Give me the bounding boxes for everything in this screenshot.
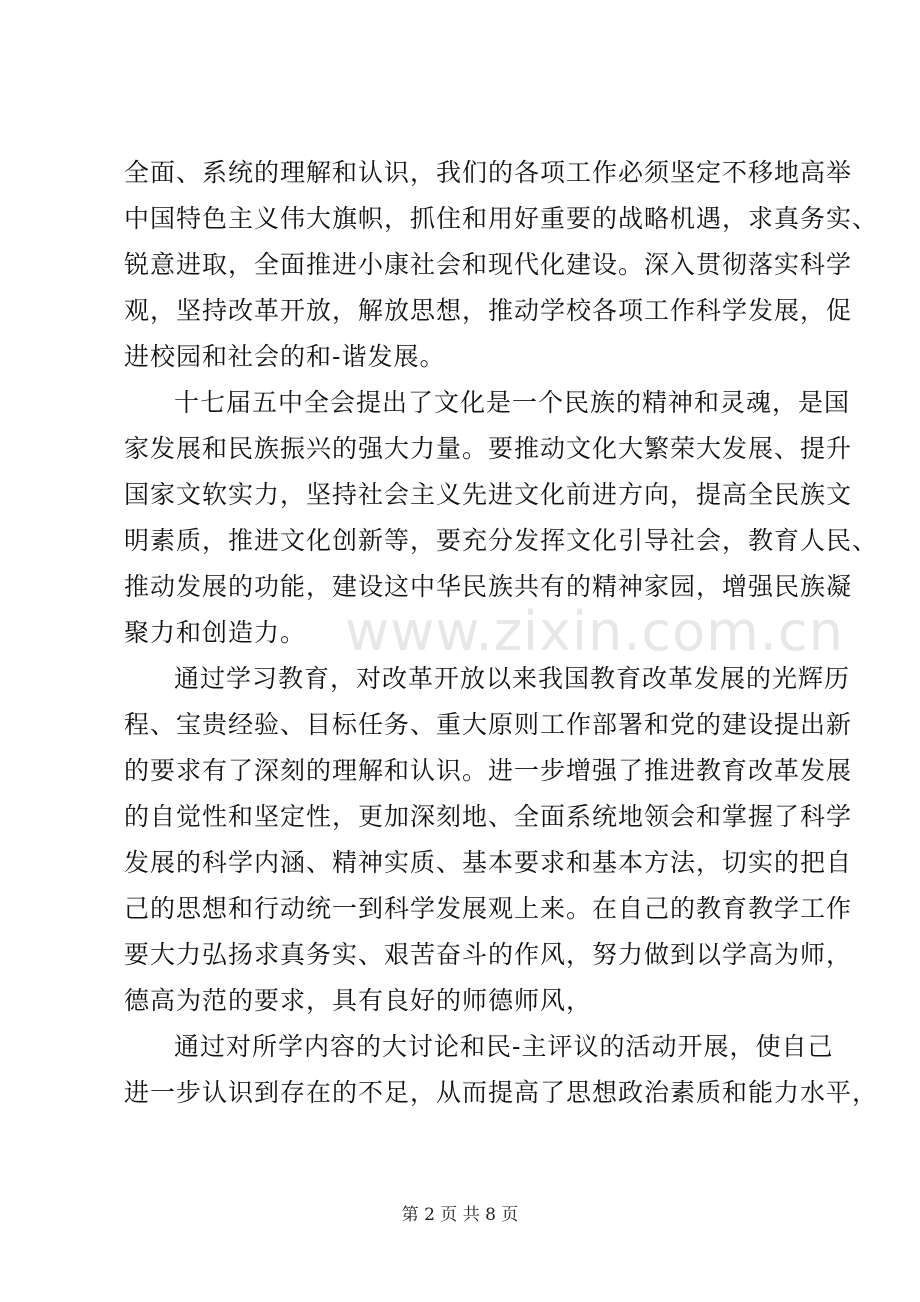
paragraph-line: 的自觉性和坚定性，更加深刻地、全面系统地领会和掌握了科学 <box>124 802 853 831</box>
paragraph-line: 通过学习教育，对改革开放以来我国教育改革发展的光辉历 <box>174 664 851 693</box>
paragraph-line: 己的思想和行动统一到科学发展观上来。在自己的教育教学工作 <box>124 894 853 923</box>
watermark: www.zixin.com.cn <box>345 600 844 663</box>
paragraph-line: 程、宝贵经验、目标任务、重大原则工作部署和党的建设提出新 <box>124 710 853 739</box>
paragraph-line: 推动发展的功能，建设这中华民族共有的精神家园，增强民族凝 <box>124 572 853 601</box>
paragraph-line: 锐意进取，全面推进小康社会和现代化建设。深入贯彻落实科学 <box>124 250 853 279</box>
paragraph-line: 国家文软实力，坚持社会主义先进文化前进方向，提高全民族文 <box>124 480 853 509</box>
paragraph-line: 中国特色主义伟大旗帜，抓住和用好重要的战略机遇，求真务实、 <box>124 204 879 233</box>
document-body <box>124 150 879 1116</box>
paragraph-line: 进校园和社会的和-谐发展。 <box>124 342 446 371</box>
paragraph-3 <box>124 656 853 1024</box>
paragraph-line: 十七届五中全会提出了文化是一个民族的精神和灵魂，是国 <box>174 388 851 417</box>
paragraph-line: 的要求有了深刻的理解和认识。进一步增强了推进教育改革发展 <box>124 756 853 785</box>
page-footer: 第 2 页 共 8 页 <box>401 1205 519 1225</box>
paragraph-line: 家发展和民族振兴的强大力量。要推动文化大繁荣大发展、提升 <box>124 434 853 463</box>
paragraph-line: 聚力和创造力。 <box>124 618 307 647</box>
paragraph-line: 进一步认识到存在的不足，从而提高了思想政治素质和能力水平， <box>124 1078 879 1107</box>
paragraph-4 <box>124 1024 879 1116</box>
paragraph-line: 德高为范的要求，具有良好的师德师风， <box>124 986 593 1015</box>
paragraph-line: 观，坚持改革开放，解放思想，推动学校各项工作科学发展，促 <box>124 296 853 325</box>
paragraph-line: 通过对所学内容的大讨论和民-主评议的活动开展，使自己 <box>174 1032 834 1061</box>
paragraph-line: 明素质，推进文化创新等，要充分发挥文化引导社会，教育人民、 <box>124 526 879 555</box>
paragraph-line: 全面、系统的理解和认识，我们的各项工作必须坚定不移地高举 <box>124 158 853 187</box>
paragraph-1 <box>124 150 879 380</box>
paragraph-line: 要大力弘扬求真务实、艰苦奋斗的作风，努力做到以学高为师， <box>124 940 853 969</box>
paragraph-line: 发展的科学内涵、精神实质、基本要求和基本方法，切实的把自 <box>124 848 853 877</box>
paragraph-2 <box>124 380 879 656</box>
